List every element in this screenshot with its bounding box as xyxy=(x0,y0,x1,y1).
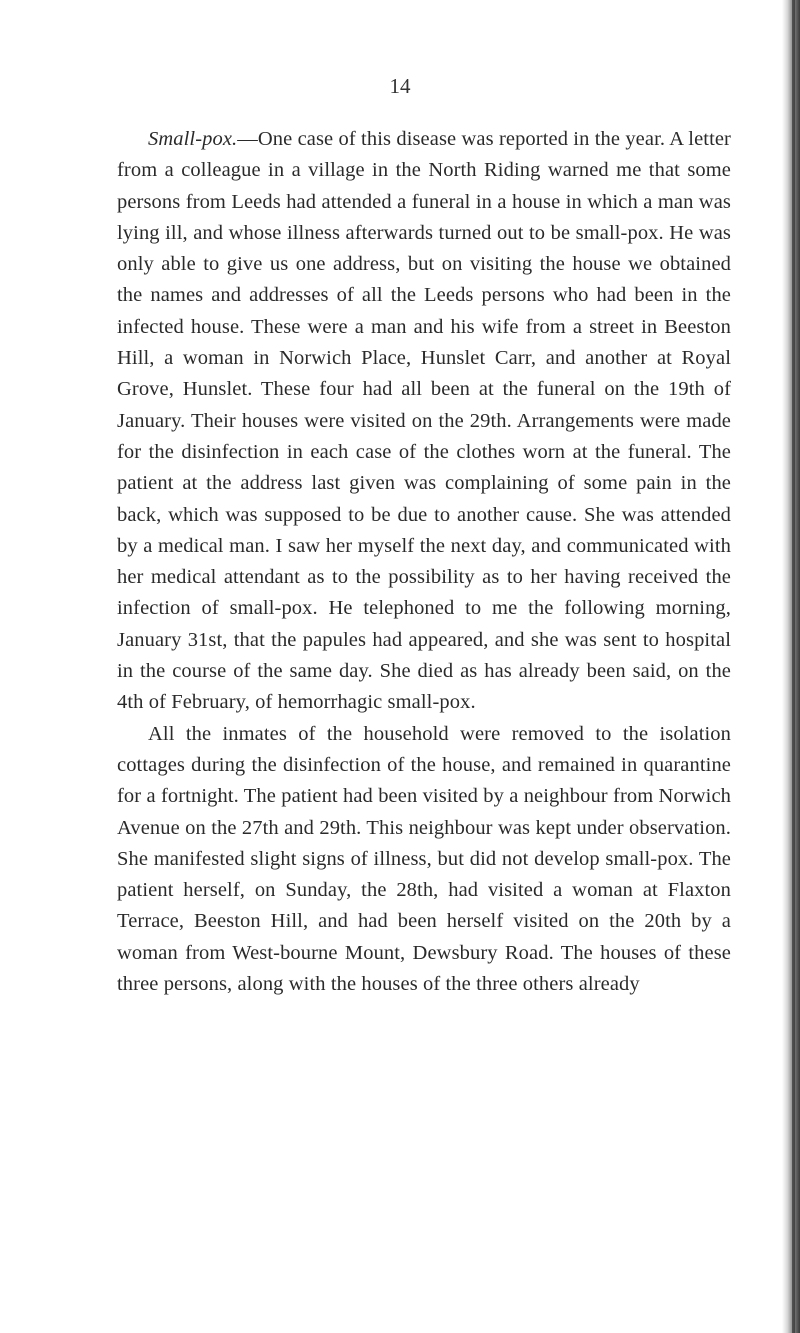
paragraph-inmates xyxy=(117,719,731,1001)
scan-edge-shadow xyxy=(782,0,800,1333)
paragraph-2-text: All the inmates of the household were removed to the isolation cottages during the disinfection of the house, and remained in quarantine for a fortnight. The patient had been visited by a neighbour from Norwich Avenue on the 27th and 29th. This neighbour was kept under observation. She manifested slight signs of illness, but did not develop small-pox. The patient herself, on Sunday, the 28th, had visited a woman at Flaxton Terrace, Beeston Hill, and had been herself visited on the 20th by a woman from West-bourne Mount, Dewsbury Road. The houses of these three persons, along with the houses of the three others already xyxy=(117,722,731,996)
paragraph-1-text: —One case of this disease was reported in the year. A letter from a colleague in a village in the North Riding warned me that some persons from Leeds had attended a funeral in a house in which a man was lying ill, and whose illness afterwards turned out to be small-pox. He was only able to give us one address, but on visiting the house we obtained the names and addresses of all the Leeds persons who had been in the infected house. These were a man and his wife from a street in Beeston Hill, a woman in Norwich Place, Hunslet Carr, and another at Royal Grove, Hunslet. These four had all been at the funeral on the 19th of January. Their houses were visited on the 29th. Arrangements were made for the disinfection in each case of the clothes worn at the funeral. The patient at the address last given was complaining of some pain in the back, which was supposed to be due to another cause. She was attended by a medical man. I saw her myself the next day, and communicated with her medical attendant as to the possibility as to her having received the infection of small-pox. He telephoned to me the following morning, January 31st, that the papules had appeared, and she was sent to hospital in the course of the same day. She died as has already been said, on the 4th of February, of hemorrhagic small-pox. xyxy=(117,128,731,714)
paragraph-small-pox xyxy=(117,124,731,719)
scan-edge-line xyxy=(792,0,795,1333)
body-text xyxy=(117,124,731,1000)
section-heading: Small-pox. xyxy=(148,128,238,150)
page-number: 14 xyxy=(389,74,411,98)
